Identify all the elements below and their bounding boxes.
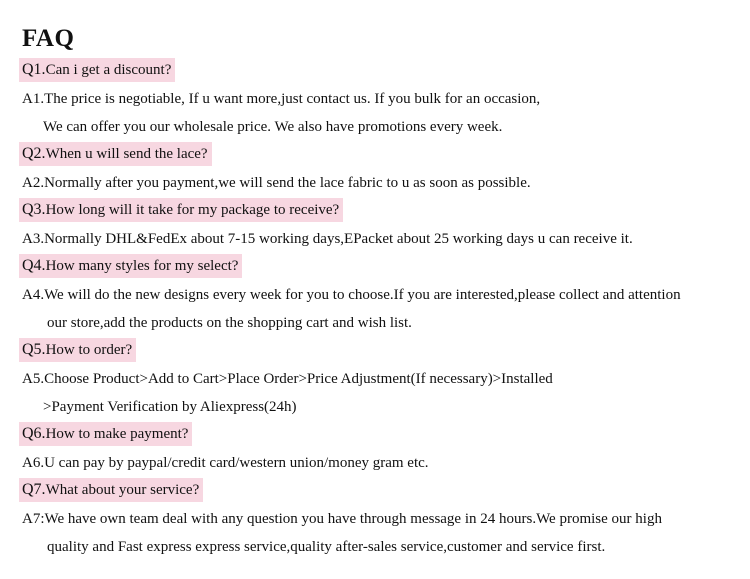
- question-text: How to order?: [45, 342, 133, 358]
- answer-3-line-1: A3.Normally DHL&FedEx about 7-15 working days,EPacket about 25 working days u can receive it.: [22, 231, 633, 247]
- question-7: [19, 478, 203, 502]
- question-text: Can i get a discount?: [45, 62, 172, 78]
- question-number: Q7.: [22, 481, 46, 498]
- question-text: How to make payment?: [45, 426, 189, 442]
- answer-6-line-1: A6.U can pay by paypal/credit card/western union/money gram etc.: [22, 455, 429, 471]
- answer-7-line-1: A7:We have own team deal with any question you have through message in 24 hours.We promise our high: [22, 511, 662, 527]
- question-number: Q1.: [22, 61, 46, 78]
- question-number: Q3.: [22, 201, 46, 218]
- question-number: Q6.: [22, 425, 46, 442]
- question-number: Q2.: [22, 145, 46, 162]
- question-number: Q5.: [22, 341, 46, 358]
- question-text: How many styles for my select?: [45, 258, 239, 274]
- question-5: [19, 338, 136, 362]
- question-text: When u will send the lace?: [45, 146, 208, 162]
- answer-1-line-2: We can offer you our wholesale price. We also have promotions every week.: [43, 119, 503, 135]
- answer-4-line-1: A4.We will do the new designs every week for you to choose.If you are interested,please collect and attention: [22, 287, 681, 303]
- question-text: How long will it take for my package to receive?: [45, 202, 340, 218]
- question-number: Q4.: [22, 257, 46, 274]
- answer-4-line-2: our store,add the products on the shopping cart and wish list.: [47, 315, 412, 331]
- answer-7-line-2: quality and Fast express express service,quality after-sales service,customer and service first.: [47, 539, 606, 555]
- page-title: FAQ: [22, 25, 75, 52]
- answer-2-line-1: A2.Normally after you payment,we will send the lace fabric to u as soon as possible.: [22, 175, 531, 191]
- answer-5-line-1: A5.Choose Product>Add to Cart>Place Order>Price Adjustment(If necessary)>Installed: [22, 371, 553, 387]
- question-1: [19, 58, 175, 82]
- answer-5-line-2: >Payment Verification by Aliexpress(24h): [43, 399, 297, 415]
- question-text: What about your service?: [45, 482, 200, 498]
- question-3: [19, 198, 343, 222]
- question-2: [19, 142, 212, 166]
- answer-1-line-1: A1.The price is negotiable, If u want more,just contact us. If you bulk for an occasion,: [22, 91, 541, 107]
- question-6: [19, 422, 192, 446]
- question-4: [19, 254, 242, 278]
